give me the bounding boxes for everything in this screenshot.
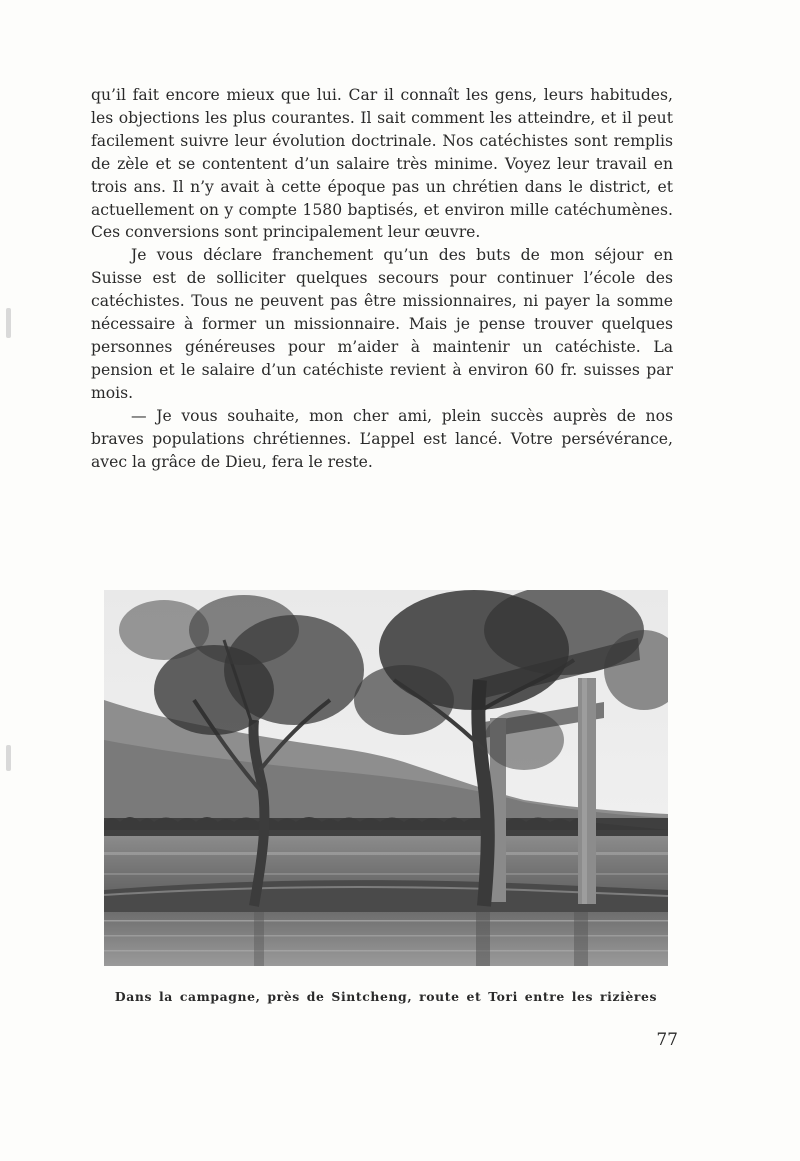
binding-mark <box>6 308 11 338</box>
body-text <box>91 84 673 473</box>
figure-caption: Dans la campagne, près de Sintcheng, route et Tori entre les rizières <box>114 989 658 1004</box>
photo-illustration <box>104 590 668 966</box>
paragraph: Je vous déclare franchement qu’un des buts de mon séjour en Suisse est de solliciter quelques secours pour continuer l’école des catéchistes. Tous ne peuvent pas être missionnaires, ni payer la somme nécessaire à former un missionnaire. Mais je pense trouver quelques personnes généreuses pour m’aider à maintenir un catéchiste. La pension et le salaire d’un catéchiste revient à environ 60 fr. suisses par mois. <box>91 246 673 402</box>
photograph-tori-rice-fields <box>104 590 668 966</box>
page-number: 77 <box>656 1030 678 1050</box>
paragraph: qu’il fait encore mieux que lui. Car il connaît les gens, leurs habitudes, les objections les plus courantes. Il sait comment les atteindre, et il peut facilement suivre leur évolution doctrinale. Nos catéchistes sont remplis de zèle et se contentent d’un salaire très minime. Voyez leur travail en trois ans. Il n’y avait à cette époque pas un chrétien dans le district, et actuellement on y compte 1580 baptisés, et environ mille catéchumènes. Ces conversions sont principalement leur œuvre. <box>91 86 673 242</box>
binding-mark <box>6 745 11 771</box>
paragraph: — Je vous souhaite, mon cher ami, plein succès auprès de nos braves populations chrétiennes. L’appel est lancé. Votre persévérance, avec la grâce de Dieu, fera le reste. <box>91 406 673 471</box>
